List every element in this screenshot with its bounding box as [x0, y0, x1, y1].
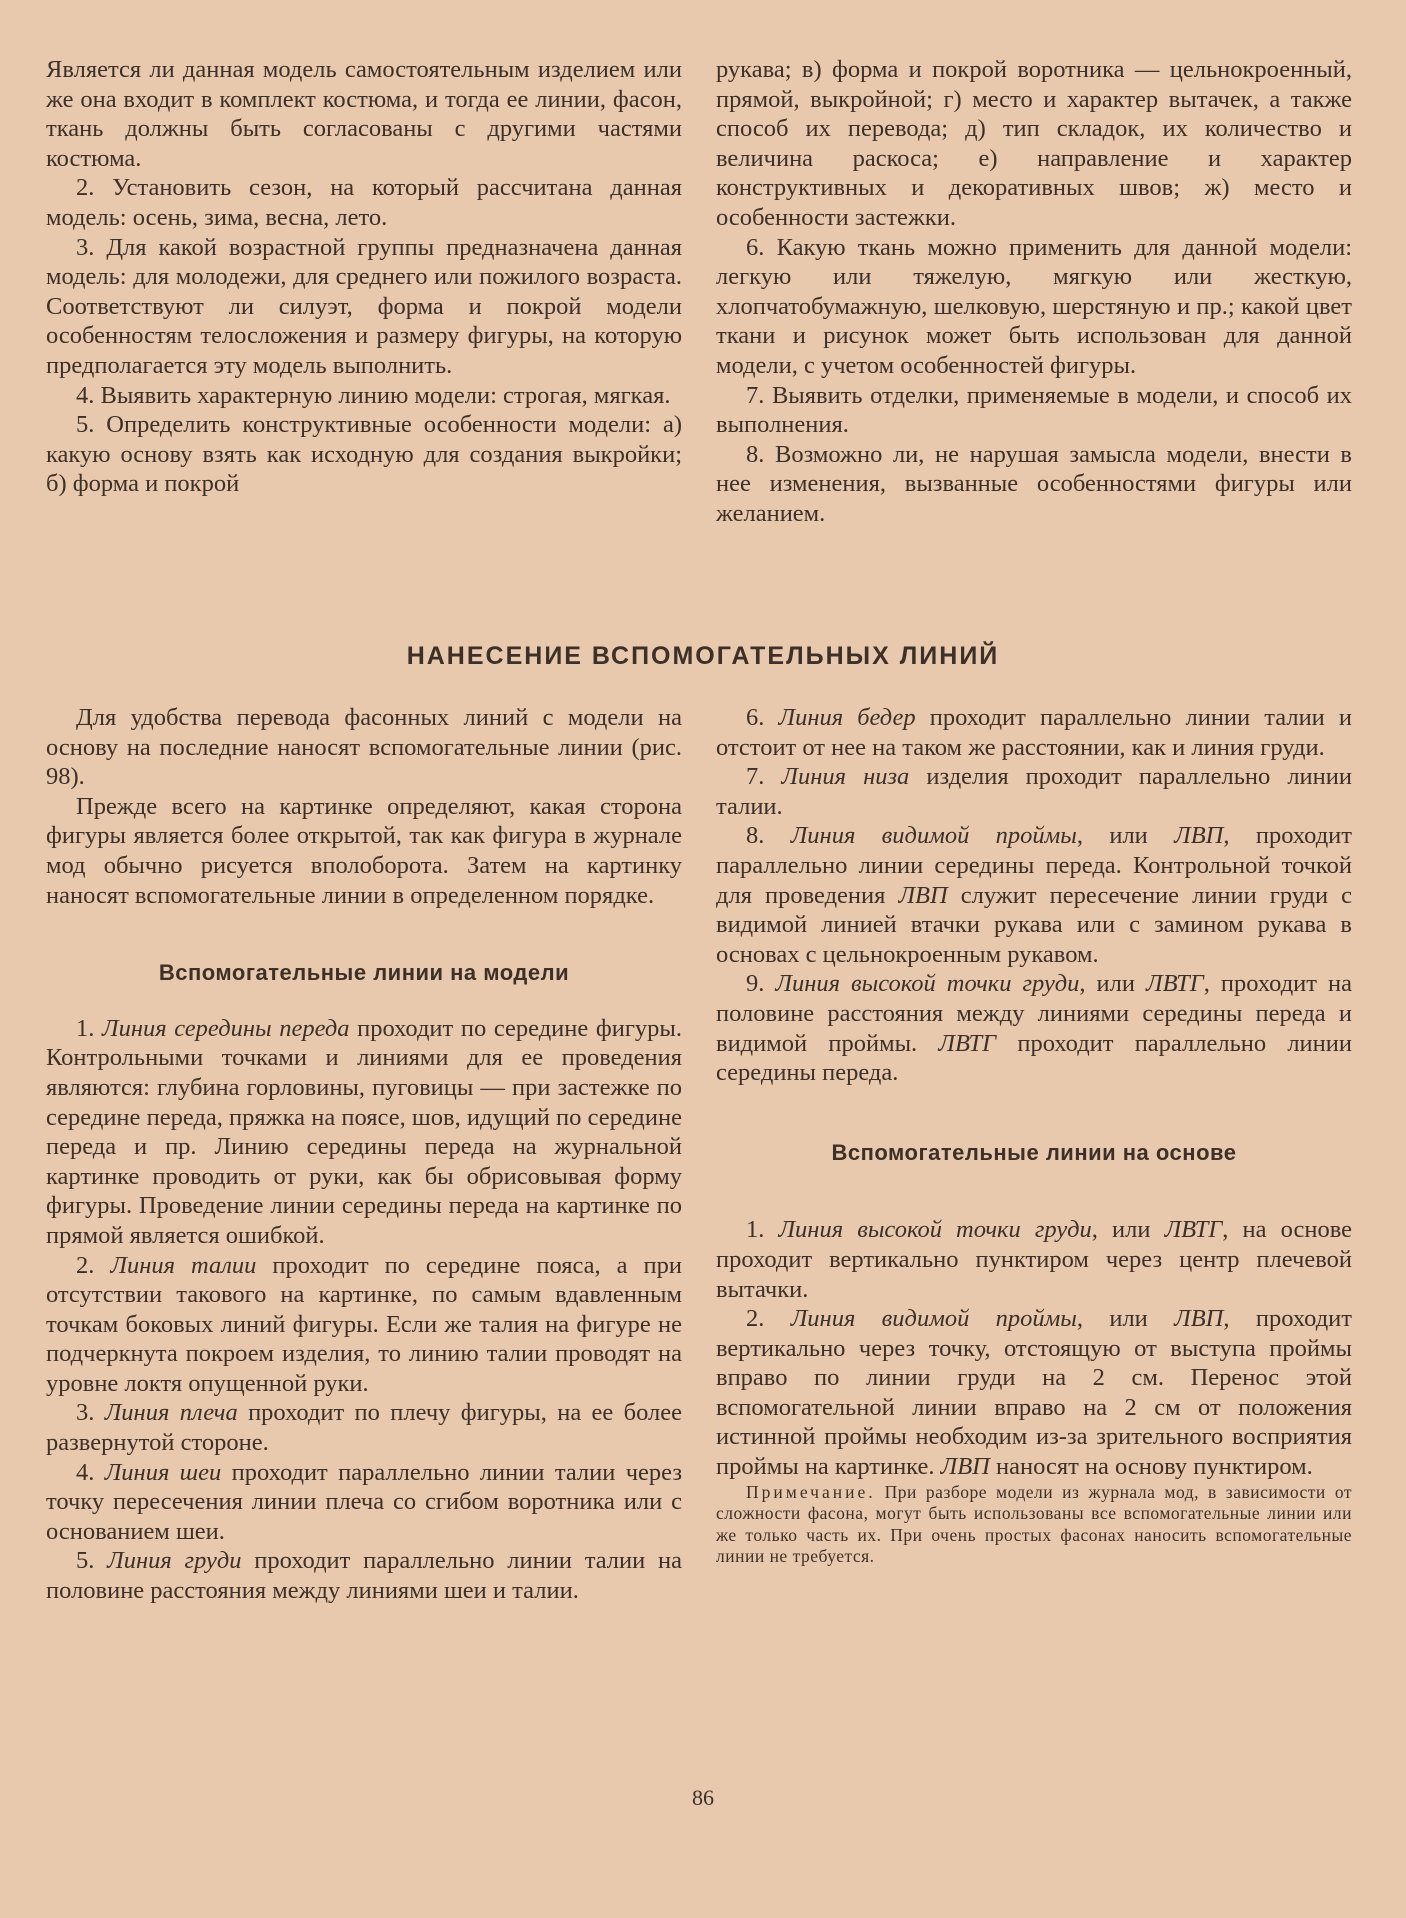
paragraph: рукава; в) форма и покрой воротника — цельнокроенный, прямой, выкройной; г) место и характер вытачек, а также способ их перевода; д) тип складок, их количество и величина раскоса; е) направление и характер конструктивных и декоративных швов; ж) место и особенности застежки. — [716, 56, 1352, 231]
term: Линия видимой проймы — [790, 822, 1077, 850]
abbreviation: ЛВП — [1174, 822, 1224, 850]
paragraph: 5. Определить конструктивные особенности модели: а) какую основу взять как исходную для создания выкройки; б) форма и покрой — [46, 411, 682, 498]
abbreviation: ЛВТГ — [1164, 1216, 1223, 1244]
bottom-right-column — [716, 703, 1352, 1568]
list-item: 2. Линия видимой проймы, или ЛВП, проходит вертикально через точку, отстоящую от выступа проймы вправо по линии груди на 2 см. Перенос этой вспомогательной линии вправо на 2 см от положения истинной проймы необходим из-за зрительного восприятия проймы на картинке. ЛВП наносят на основу пунктиром. — [716, 1305, 1352, 1481]
paragraph: Прежде всего на картинке определяют, какая сторона фигуры является более открытой, так как фигура в журнале мод обычно рисуется вполоборота. Затем на картинку наносят вспомогательные линии в определенном порядке. — [46, 792, 682, 909]
paragraph: 4. Выявить характерную линию модели: строгая, мягкая. — [76, 381, 671, 409]
footnote: Примечание. При разборе модели из журнала мод, в зависимости от сложности фасона, могут быть использованы все вспомогательные линии или же только часть их. При очень простых фасонах наносить вспомогательные линии не требуется. — [716, 1481, 1352, 1567]
paragraph: 2. Установить сезон, на который рассчитана данная модель: осень, зима, весна, лето. — [46, 174, 682, 231]
list-item: 5. Линия груди проходит параллельно линии талии на половине расстояния между линиями шеи и талии. — [46, 1547, 683, 1605]
top-right-column — [716, 55, 1352, 529]
section-title: НАНЕСЕНИЕ ВСПОМОГАТЕЛЬНЫХ ЛИНИЙ — [406, 642, 1000, 670]
abbreviation: ЛВТГ — [938, 1029, 997, 1057]
note-label: Примечание. — [746, 1481, 876, 1502]
term: Линия высокой точки груди — [778, 1216, 1092, 1244]
page-number: 86 — [692, 1785, 714, 1810]
term: Линия середины переда — [102, 1014, 350, 1042]
paragraph: 8. Возможно ли, не нарушая замысла модели, внести в нее изменения, вызванные особенностями фигуры или желанием. — [716, 440, 1352, 527]
paragraph: 6. Какую ткань можно применить для данной модели: легкую или тяжелую, мягкую или жесткую, хлопчатобумажную, шелковую, шерстяную и пр.; какой цвет ткани и рисунок может быть использован для данной модели, с учетом особенностей фигуры. — [716, 233, 1352, 379]
abbreviation: ЛВТГ — [1146, 970, 1204, 998]
term: Линия плеча — [104, 1399, 238, 1427]
term: Линия высокой точки груди — [775, 970, 1080, 998]
paragraph: 7. Выявить отделки, применяемые в модели, и способ их выполнения. — [716, 381, 1352, 439]
list-item: 4. Линия шеи проходит параллельно линии талии через точку пересечения линии плеча со сгибом воротника или с основанием шеи. — [46, 1458, 682, 1545]
list-item: 1. Линия середины переда проходит по середине фигуры. Контрольными точками и линиями для ее проведения являются: глубина горловины, пуговицы — при застежке по середине переда, пряжка на поясе, шов, идущий по середине переда и пр. Линию середины переда на журнальной картинке проводить от руки, как бы обрисовывая форму фигуры. Проведение линии середины переда на картинке по прямой является ошибкой. — [46, 1014, 682, 1249]
term: Линия шеи — [104, 1458, 222, 1486]
term: Линия груди — [107, 1547, 242, 1575]
list-item: 8. Линия видимой проймы, или ЛВП, проходит параллельно линии середины переда. Контрольной точкой для проведения ЛВП служит пересечение линии груди с видимой линией втачки рукава или с замином рукава в основах с цельнокроенным рукавом. — [716, 822, 1352, 968]
term: Линия бедер — [778, 704, 916, 731]
subheading-base: Вспомогательные линии на основе — [831, 1139, 1237, 1165]
subheading-model: Вспомогательные линии на модели — [158, 960, 570, 986]
abbreviation: ЛВП — [940, 1453, 990, 1481]
list-item: 1. Линия высокой точки груди, или ЛВТГ, на основе проходит вертикально пунктиром через центр плечевой вытачки. — [716, 1216, 1352, 1303]
list-item: 9. Линия высокой точки груди, или ЛВТГ, проходит на половине расстояния между линиями середины переда и видимой проймы. ЛВТГ проходит параллельно линии середины переда. — [716, 970, 1352, 1087]
term: Линия низа — [781, 763, 910, 791]
list-item: 7. Линия низа изделия проходит параллельно линии талии. — [716, 763, 1352, 820]
list-item: 6. Линия бедер проходит параллельно линии талии и отстоит от нее на таком же расстоянии, как и линия груди. — [716, 704, 1353, 761]
paragraph: Для удобства перевода фасонных линий с модели на основу на последние наносят вспомогательные линии (рис. 98). — [46, 704, 682, 791]
abbreviation: ЛВП — [898, 881, 948, 909]
paragraph: Является ли данная модель самостоятельным изделием или же она входит в комплект костюма, и тогда ее линии, фасон, ткань должны быть согласованы с другими частями костюма. — [46, 56, 682, 172]
list-item: 2. Линия талии проходит по середине пояса, а при отсутствии такового на картинке, по самым вдавленным точкам боковых линий фигуры. Если же талия на фигуре не подчеркнута покроем изделия, то линию талии проводят на уровне локтя опущенной руки. — [46, 1251, 683, 1397]
list-item: 3. Линия плеча проходит по плечу фигуры, на ее более развернутой стороне. — [46, 1399, 683, 1457]
abbreviation: ЛВП — [1174, 1305, 1224, 1333]
bottom-left-column — [46, 703, 682, 1606]
paragraph: 3. Для какой возрастной группы предназначена данная модель: для молодежи, для среднего или пожилого возраста. Соответствуют ли силуэт, форма и покрой модели особенностям телосложения и размеру фигуры, на которую предполагается эту модель выполнить. — [46, 233, 682, 379]
term: Линия видимой проймы — [790, 1305, 1077, 1333]
top-left-column — [46, 55, 682, 499]
term: Линия талии — [110, 1251, 257, 1279]
